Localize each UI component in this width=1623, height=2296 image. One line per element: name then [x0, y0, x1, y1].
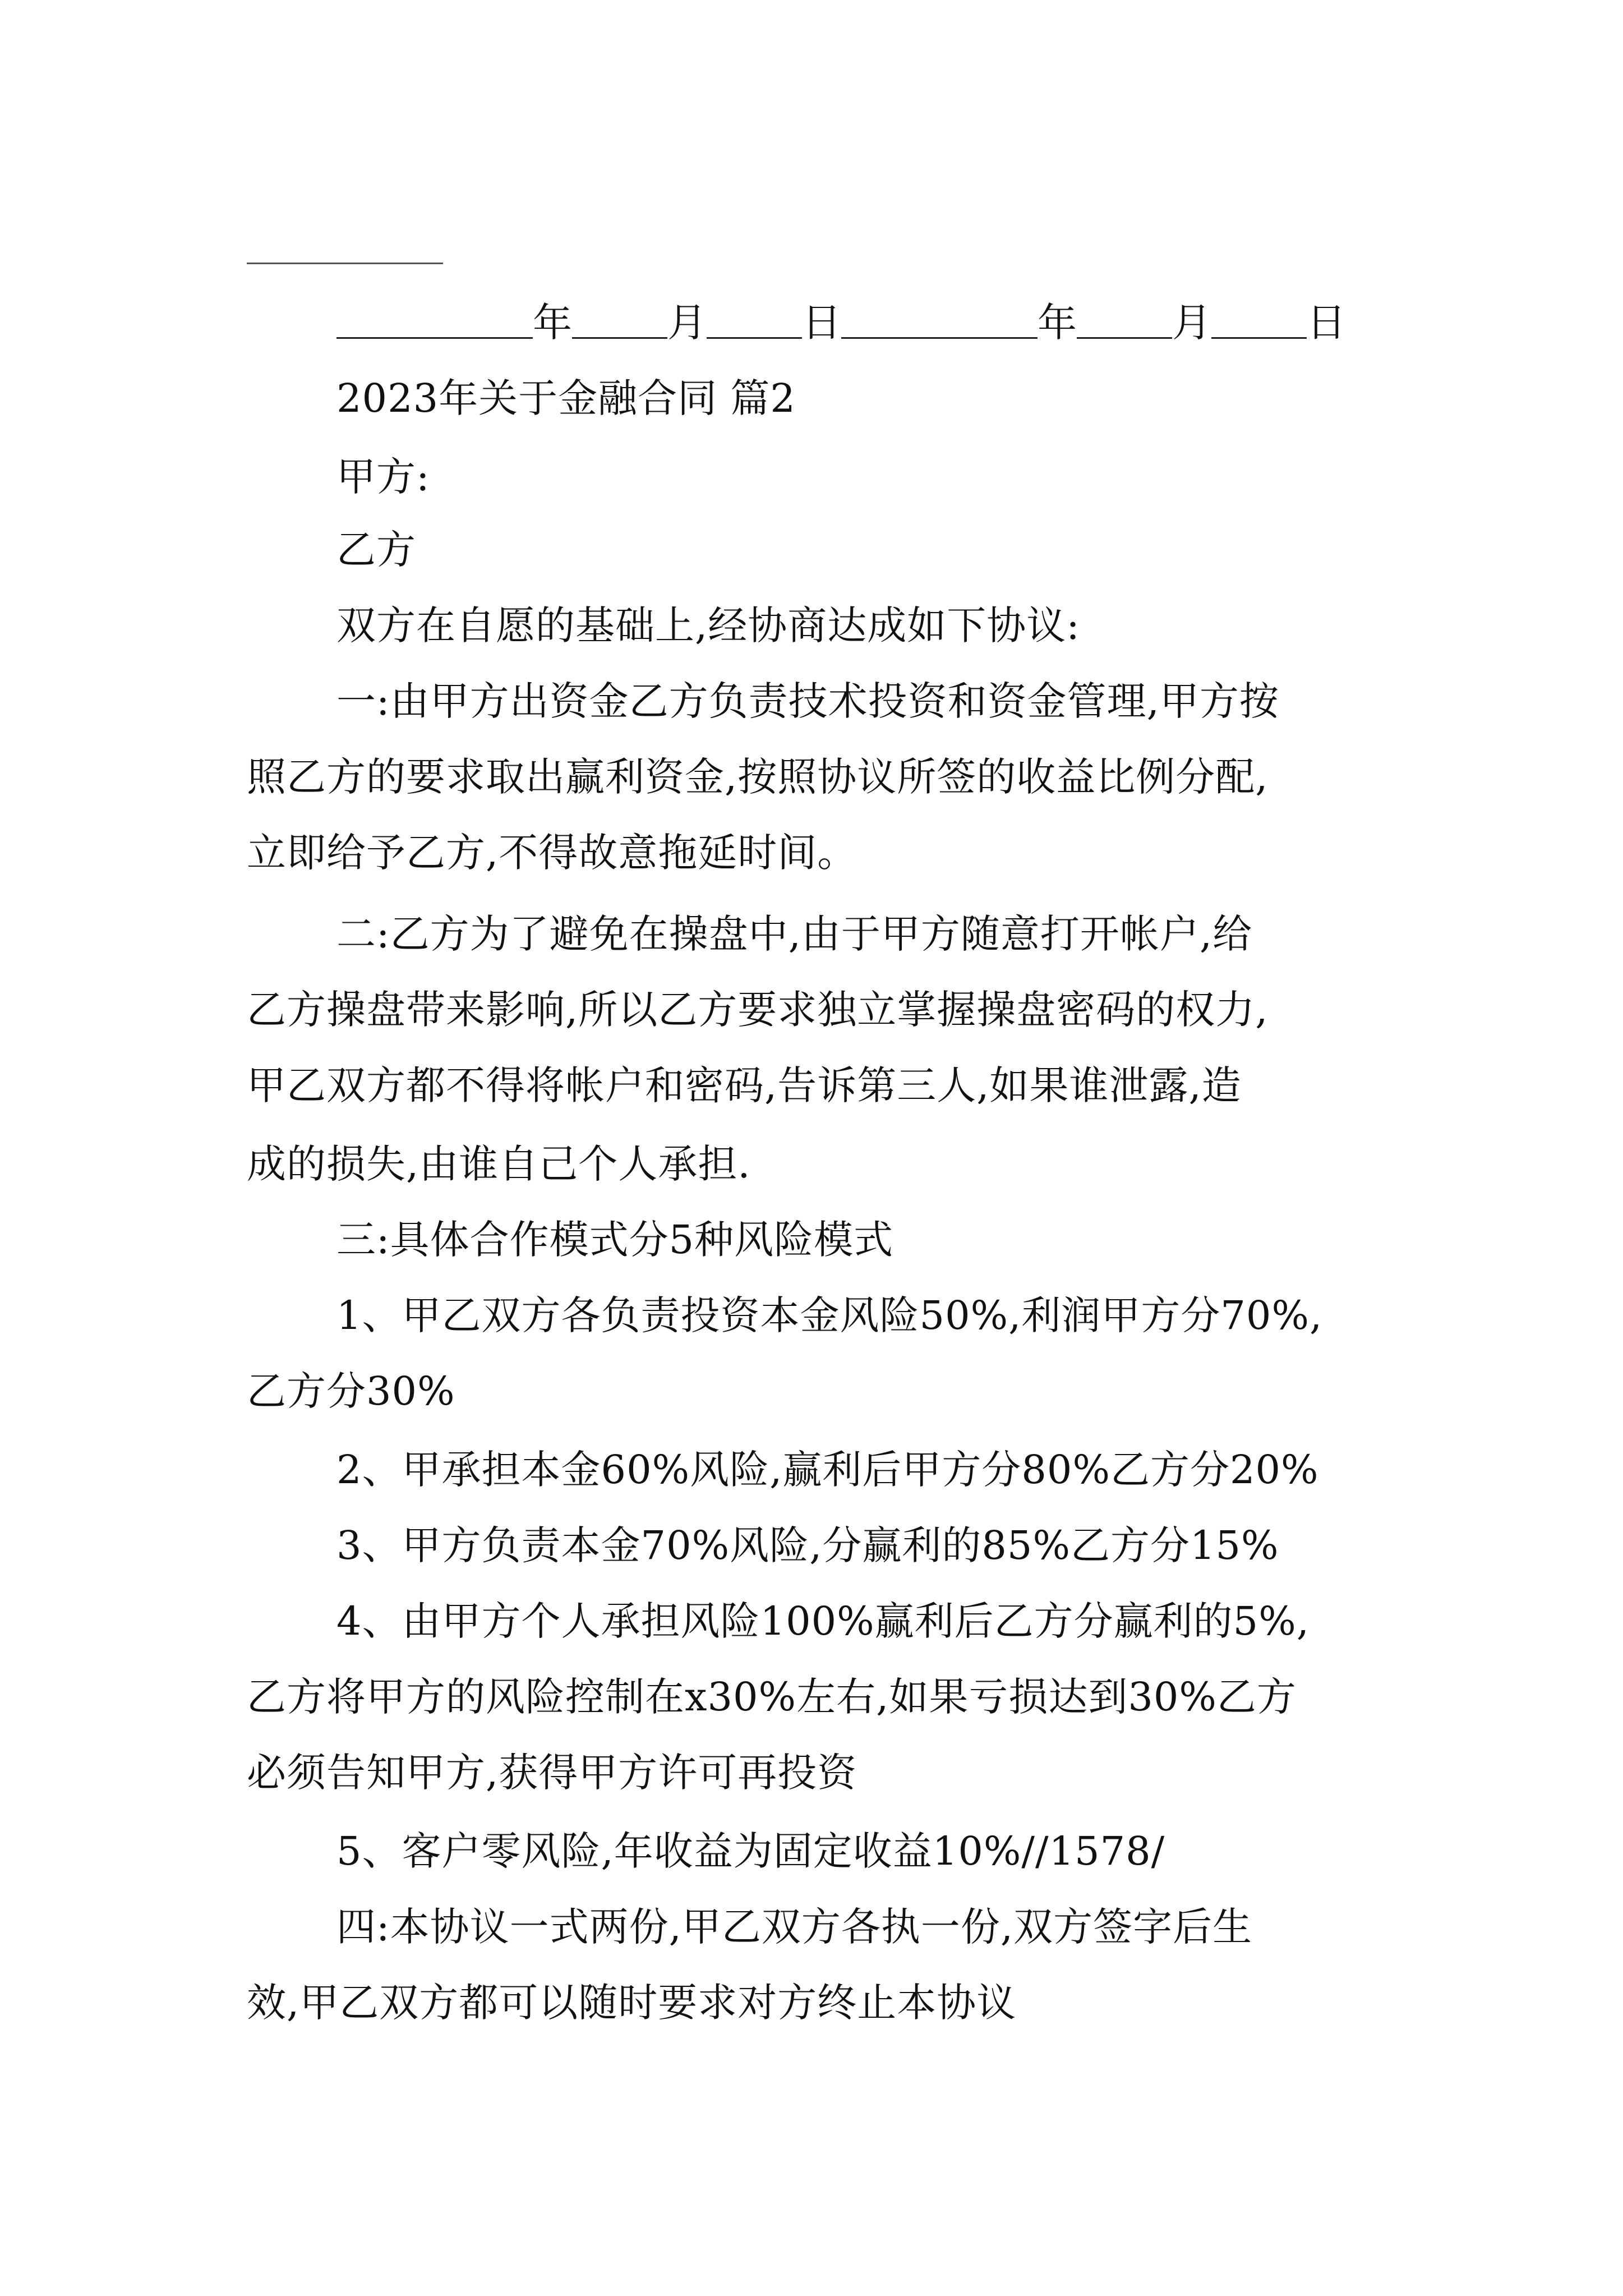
mode-1-line-1: 1、甲乙双方各负责投资本金风险50%,利润甲方分70%,	[336, 1292, 1323, 1338]
mode-3: 3、甲方负责本金70%风险,分赢利的85%乙方分15%	[336, 1522, 1279, 1568]
mode-2: 2、甲承担本金60%风险,赢利后甲方分80%乙方分20%	[336, 1447, 1319, 1493]
party-b-label: 乙方	[336, 527, 416, 573]
mode-5: 5、客户零风险,年收益为固定收益10%//1578/	[336, 1828, 1165, 1874]
year-unit-b: 年	[1038, 300, 1077, 346]
clause-2-line-2: 乙方操盘带来影响,所以乙方要求独立掌握操盘密码的权力,	[247, 987, 1269, 1033]
clause-2-line-4: 成的损失,由谁自己个人承担.	[247, 1141, 751, 1187]
month-unit-b: 月	[1172, 300, 1211, 346]
mode-1-line-2: 乙方分30%	[247, 1368, 455, 1414]
month-blank-b	[1077, 337, 1172, 339]
mode-4-line-3: 必须告知甲方,获得甲方许可再投资	[247, 1750, 857, 1796]
year-unit-a: 年	[533, 300, 572, 346]
month-unit-a: 月	[667, 300, 707, 346]
party-a-label: 甲方:	[336, 454, 430, 500]
clause-1-line-1: 一:由甲方出资金乙方负责技术投资和资金管理,甲方按	[336, 678, 1279, 724]
year-blank-b	[841, 337, 1038, 339]
clause-2-line-1: 二:乙方为了避免在操盘中,由于甲方随意打开帐户,给	[336, 911, 1253, 957]
mode-4-line-1: 4、由甲方个人承担风险100%赢利后乙方分赢利的5%,	[336, 1598, 1310, 1644]
mode-4-line-2: 乙方将甲方的风险控制在x30%左右,如果亏损达到30%乙方	[247, 1674, 1297, 1720]
date-signature-line	[336, 297, 1346, 346]
clause-4-line-2: 效,甲乙双方都可以随时要求对方终止本协议	[247, 1980, 1017, 2026]
document-heading: 2023年关于金融合同 篇2	[336, 375, 796, 421]
clause-2-line-3: 甲乙双方都不得将帐户和密码,告诉第三人,如果谁泄露,造	[247, 1062, 1242, 1108]
day-unit-a: 日	[802, 300, 841, 346]
clause-1-line-2: 照乙方的要求取出赢利资金,按照协议所签的收益比例分配,	[247, 754, 1269, 800]
year-blank-a	[336, 337, 533, 339]
day-blank-b	[1211, 337, 1307, 339]
clause-3: 三:具体合作模式分5种风险模式	[336, 1217, 894, 1263]
clause-1-line-3: 立即给予乙方,不得故意拖延时间。	[247, 830, 857, 876]
day-unit-b: 日	[1307, 300, 1346, 346]
month-blank-a	[572, 337, 667, 339]
day-blank-a	[707, 337, 802, 339]
intro-paragraph: 双方在自愿的基础上,经协商达成如下协议:	[336, 602, 1080, 648]
top-rule	[247, 263, 443, 264]
clause-4-line-1: 四:本协议一式两份,甲乙双方各执一份,双方签字后生	[336, 1904, 1253, 1950]
